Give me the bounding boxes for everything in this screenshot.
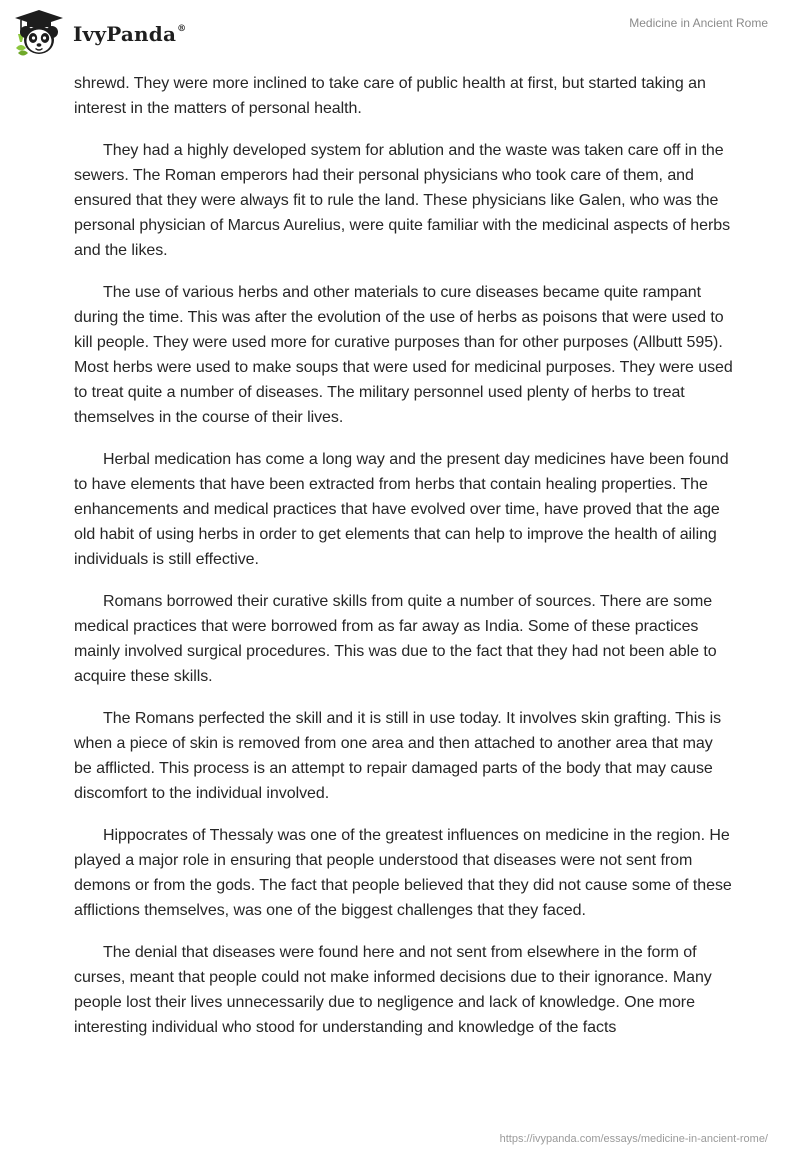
- paragraph: They had a highly developed system for ablution and the waste was taken care off in the sewers. The Roman emperors had their personal physicians who took care of them, and ensured that they were always fit to rule the land. These physicians like Galen, who was the personal physician of Marcus Aurelius, were quite familiar with the medicinal aspects of herbs and the likes.: [74, 142, 731, 259]
- paragraph: Romans borrowed their curative skills from quite a number of sources. There are some medical practices that were borrowed from as far away as India. Some of these practices mainly involved surgical procedures. This was due to the fact that they had not been able to acquire these skills.: [74, 593, 717, 685]
- essay-body: [74, 71, 734, 1057]
- brand-logo[interactable]: [13, 8, 186, 58]
- paragraph: Hippocrates of Thessaly was one of the greatest influences on medicine in the region. He played a major role in ensuring that people understood that diseases were not sent from demons or from the gods. The fact that people believed that they did not cause some of these afflictions themselves, was one of the biggest challenges that they faced.: [74, 827, 732, 919]
- panda-graduation-cap-logo-icon: [13, 8, 65, 58]
- page-header: [0, 0, 800, 60]
- paragraph: shrewd. They were more inclined to take care of public health at first, but started taking an interest in the matters of personal health.: [74, 75, 706, 117]
- brand-name: IvyPanda®: [73, 22, 187, 46]
- source-url-link[interactable]: https://ivypanda.com/essays/medicine-in-ancient-rome/: [499, 1133, 768, 1145]
- registered-mark: ®: [177, 24, 187, 35]
- paragraph: The Romans perfected the skill and it is still in use today. It involves skin grafting. This is when a piece of skin is removed from one area and then attached to another area that may be afflicted. This process is an attempt to repair damaged parts of the body that may cause discomfort to the individual involved.: [74, 710, 722, 802]
- running-title: Medicine in Ancient Rome: [629, 16, 768, 30]
- paragraph: Herbal medication has come a long way and the present day medicines have been found to have elements that have been extracted from herbs that contain healing properties. The enhancements and medical practices that have evolved over time, have proved that the age old habit of using herbs in order to get elements that can help to improve the health of ailing individuals is still effective.: [74, 451, 729, 568]
- paragraph: The use of various herbs and other materials to cure diseases became quite rampant during the time. This was after the evolution of the use of herbs as poisons that were used to kill people. They were used more for curative purposes than for other purposes (Allbutt 595). Most herbs were used to make soups that were used for medicinal purposes. They were used to treat quite a number of diseases. The military personnel used plenty of herbs to treat themselves in the course of their lives.: [74, 284, 733, 426]
- paragraph: The denial that diseases were found here and not sent from elsewhere in the form of curses, meant that people could not make informed decisions due to their ignorance. Many people lost their lives unnecessarily due to negligence and lack of knowledge. One more interesting individual who stood for understanding and knowledge of the facts: [74, 944, 712, 1036]
